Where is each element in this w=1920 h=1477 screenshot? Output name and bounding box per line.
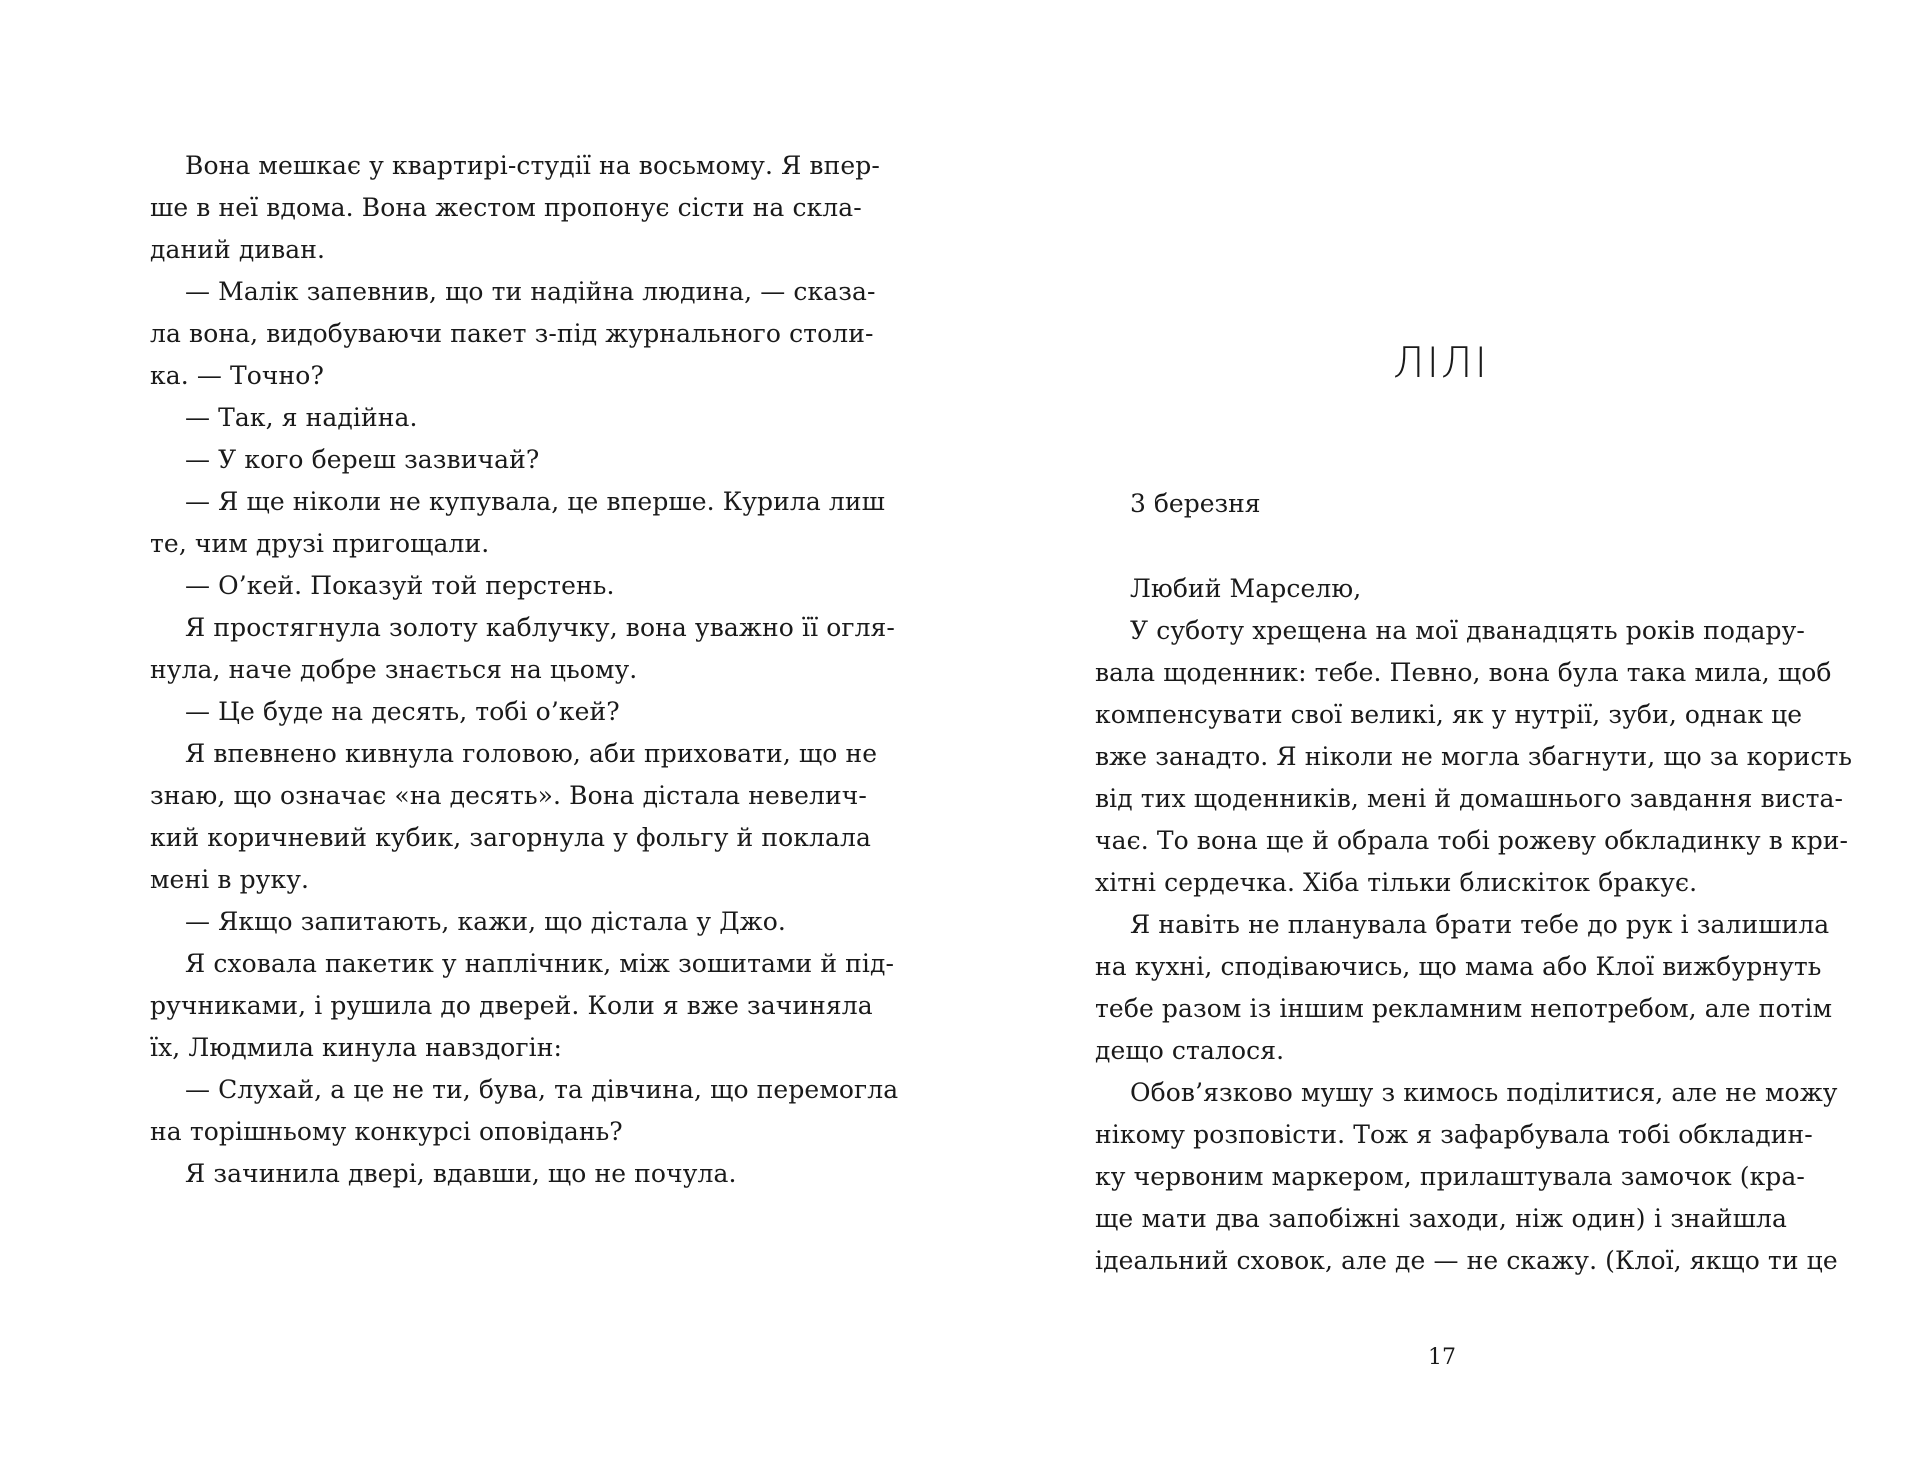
text-line: Я навіть не планувала брати тебе до рук і залишила (1130, 910, 1830, 939)
text-line: — Малік запевнив, що ти надійна людина, — сказа- (185, 277, 876, 306)
text-line: — Я ще ніколи не купувала, це вперше. Курила лиш (185, 487, 885, 516)
text-line: — Так, я надійна. (185, 403, 418, 432)
text-line: — Якщо запитають, кажи, що дістала у Джо. (185, 907, 786, 936)
text-line: ку червоним маркером, прилаштувала замочок (кра- (1095, 1162, 1805, 1191)
page-number: 17 (1428, 1345, 1456, 1370)
text-line: від тих щоденників, мені й домашнього завдання виста- (1095, 784, 1844, 813)
text-line: — О’кей. Показуй той перстень. (185, 571, 615, 600)
diary-entry-date: 3 березня (1130, 489, 1261, 518)
text-line: У суботу хрещена на мої дванадцять років подару- (1130, 616, 1805, 645)
text-line: знаю, що означає «на десять». Вона дістала невелич- (150, 781, 867, 810)
text-line: Я сховала пакетик у наплічник, між зошитами й під- (185, 949, 895, 978)
text-line: дещо сталося. (1095, 1036, 1285, 1065)
text-line: Я впевнено кивнула головою, аби приховати, що не (185, 739, 878, 768)
text-line: ка. — Точно? (150, 361, 324, 390)
text-line: нула, наче добре знається на цьому. (150, 655, 638, 684)
text-line: ше в неї вдома. Вона жестом пропонує сісти на скла- (150, 193, 862, 222)
text-line: компенсувати свої великі, як у нутрії, зуби, однак це (1095, 700, 1803, 729)
chapter-title: ЛІЛІ (1393, 338, 1489, 387)
text-line: вже занадто. Я ніколи не могла збагнути, що за користь (1095, 742, 1853, 771)
text-line: Вона мешкає у квартирі-студії на восьмому. Я впер- (185, 151, 880, 180)
text-line: вала щоденник: тебе. Певно, вона була така мила, щоб (1095, 658, 1832, 687)
text-line: чає. То вона ще й обрала тобі рожеву обкладинку в кри- (1095, 826, 1849, 855)
text-line: — Це буде на десять, тобі о’кей? (185, 697, 620, 726)
text-line: — У кого береш зазвичай? (185, 445, 540, 474)
text-line: мені в руку. (150, 865, 310, 894)
text-line: те, чим друзі пригощали. (150, 529, 490, 558)
text-line: тебе разом із іншим рекламним непотребом, але потім (1095, 994, 1833, 1023)
right-page-text (1095, 568, 1853, 1282)
text-line: ла вона, видобуваючи пакет з-під журнального столи- (150, 319, 874, 348)
text-line: ідеальний сховок, але де — не скажу. (Клої, якщо ти це (1095, 1246, 1838, 1275)
text-line: Я зачинила двері, вдавши, що не почула. (185, 1159, 737, 1188)
text-line: на кухні, сподіваючись, що мама або Клої вижбурнуть (1095, 952, 1822, 981)
text-line: нікому розповісти. Тож я зафарбувала тобі обкладин- (1095, 1120, 1813, 1149)
text-line: — Слухай, а це не ти, бува, та дівчина, що перемогла (185, 1075, 899, 1104)
text-line: даний диван. (150, 235, 326, 264)
right-page (960, 0, 1920, 1477)
salutation-line: Любий Марселю, (1130, 574, 1362, 603)
text-line: Обов’язково мушу з кимось поділитися, але не можу (1130, 1078, 1838, 1107)
text-line: на торішньому конкурсі оповідань? (150, 1117, 623, 1146)
text-line: їх, Людмила кинула навздогін: (150, 1033, 563, 1062)
text-line: ручниками, і рушила до дверей. Коли я вже зачиняла (150, 991, 873, 1020)
text-line: хітні сердечка. Хіба тільки блискіток бракує. (1095, 868, 1698, 897)
left-page-text (150, 145, 899, 1195)
text-line: Я простягнула золоту каблучку, вона уважно її огля- (185, 613, 895, 642)
text-line: кий коричневий кубик, загорнула у фольгу й поклала (150, 823, 871, 852)
text-line: ще мати два запобіжні заходи, ніж один) і знайшла (1095, 1204, 1787, 1233)
